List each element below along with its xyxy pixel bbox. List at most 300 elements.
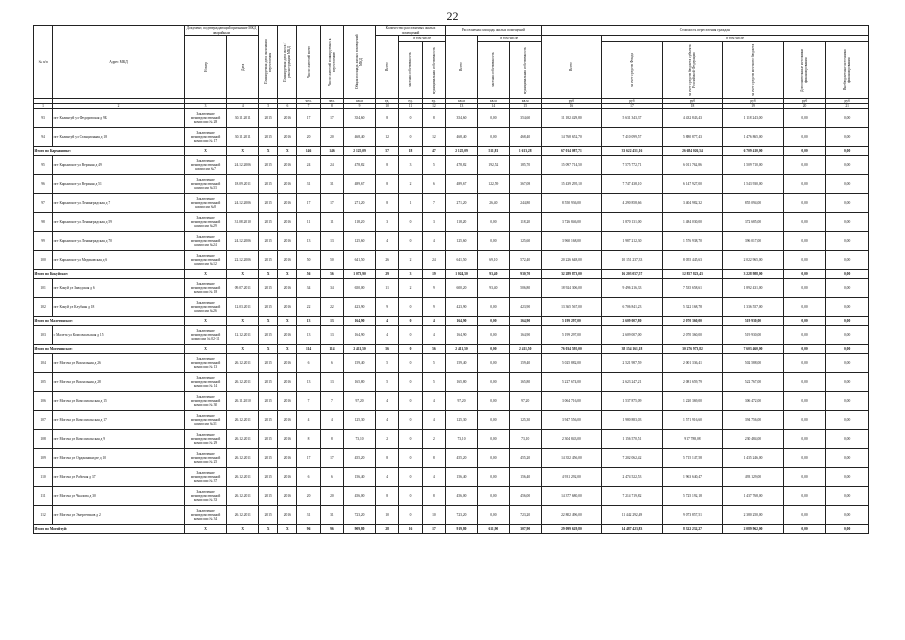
table-cell: 24.12.2006 bbox=[227, 232, 259, 251]
subtotal-cell: 56 bbox=[375, 345, 398, 354]
column-number: 8 bbox=[320, 104, 343, 109]
table-cell: 24.12.2006 bbox=[227, 194, 259, 213]
subtotal-cell: 0,00 bbox=[783, 345, 825, 354]
table-cell: 1 892 431,00 bbox=[723, 279, 784, 298]
table-cell: 9 073 857,51 bbox=[662, 506, 723, 525]
table-cell: 24 bbox=[422, 251, 445, 270]
table-cell: 8 bbox=[375, 175, 398, 194]
subtotal-cell: X bbox=[259, 147, 278, 156]
table-cell: 489,67 bbox=[344, 175, 376, 194]
subtotal-cell: 114 bbox=[297, 345, 320, 354]
table-cell: 0,00 bbox=[826, 411, 869, 430]
subtotal-cell: X bbox=[227, 270, 259, 279]
address-cell: пгт Могоча ул Орджоникидзе д 10 bbox=[53, 449, 185, 468]
column-number: 3 bbox=[184, 104, 226, 109]
table-cell: 723,20 bbox=[446, 506, 478, 525]
unit-cell: руб bbox=[723, 99, 784, 104]
table-cell: 11 bbox=[297, 213, 320, 232]
table-cell: 4 bbox=[422, 232, 445, 251]
table-cell: 3 bbox=[399, 156, 422, 175]
address-cell: пгт Могоча ул Вокзальная д 26 bbox=[53, 354, 185, 373]
subtotal-cell: 0,00 bbox=[783, 270, 825, 279]
table-cell: 0 bbox=[399, 411, 422, 430]
table-cell: 104 bbox=[34, 354, 53, 373]
table-cell: 0,00 bbox=[477, 506, 509, 525]
subtotal-cell: 909,80 bbox=[344, 525, 376, 534]
table-cell: 0,00 bbox=[826, 430, 869, 449]
table-cell: 0 bbox=[399, 487, 422, 506]
table-cell: 456,00 bbox=[446, 487, 478, 506]
table-cell: 11 442 292,49 bbox=[602, 506, 663, 525]
subtotal-cell: 19 bbox=[422, 270, 445, 279]
table-cell: 506,80 bbox=[509, 279, 541, 298]
table-cell: 2015 bbox=[259, 392, 278, 411]
table-row bbox=[34, 298, 869, 317]
table-cell: 97,20 bbox=[344, 392, 376, 411]
table-row bbox=[34, 251, 869, 270]
address-cell: пгт Могоча ул Комсомольская д 9 bbox=[53, 430, 185, 449]
table-cell: 0,00 bbox=[477, 128, 509, 147]
subtotal-cell: 0,00 bbox=[783, 317, 825, 326]
table-cell: 13 bbox=[320, 326, 343, 345]
table-cell: 0,00 bbox=[826, 279, 869, 298]
table-cell: 159,40 bbox=[344, 354, 376, 373]
table-cell: 2015 bbox=[259, 251, 278, 270]
table-cell: 8 bbox=[375, 109, 398, 128]
table-cell: 2015 bbox=[259, 506, 278, 525]
column-number: 14 bbox=[477, 104, 509, 109]
table-cell: 2 304 843,00 bbox=[541, 430, 602, 449]
table-cell: 1 980 883,03 bbox=[602, 411, 663, 430]
table-cell: 2016 bbox=[278, 326, 297, 345]
table-row bbox=[34, 175, 869, 194]
subtotal-cell: 29 bbox=[375, 270, 398, 279]
table-cell: 0,00 bbox=[783, 430, 825, 449]
table-cell: 4 bbox=[422, 411, 445, 430]
table-cell: 2015 bbox=[259, 354, 278, 373]
table-cell: 0,00 bbox=[783, 251, 825, 270]
table-cell: 2 081 659,79 bbox=[662, 373, 723, 392]
table-cell: 5 bbox=[375, 354, 398, 373]
header-area-total: Общая площадь жилых помещений МКД bbox=[355, 34, 364, 90]
table-cell: 6 bbox=[297, 468, 320, 487]
table-cell: 2 521 987,59 bbox=[602, 354, 663, 373]
table-cell: 2016 bbox=[278, 156, 297, 175]
header-local: за счет средств местного бюджета bbox=[750, 43, 755, 97]
subtotal-cell: 8 322 232,27 bbox=[662, 525, 723, 534]
table-cell: 0,00 bbox=[826, 354, 869, 373]
header-nonbudget: Внебюджетные источники финансирования bbox=[843, 49, 852, 91]
table-cell: 0,00 bbox=[477, 109, 509, 128]
table-cell: 12 bbox=[375, 128, 398, 147]
table-cell: 5 880 877,43 bbox=[662, 128, 723, 147]
header-area-sum: Всего bbox=[446, 36, 478, 99]
table-cell: Заключение межведомственной комиссии № 29 bbox=[184, 430, 226, 449]
table-cell: Заключение межведомственной комиссии № 13 bbox=[184, 354, 226, 373]
subtotal-cell: 13 bbox=[297, 317, 320, 326]
table-cell: 0,00 bbox=[477, 213, 509, 232]
subtotal-cell: 18 bbox=[399, 147, 422, 156]
table-cell: 5 025 882,00 bbox=[541, 354, 602, 373]
address-cell: с Малета ул Комсомольская д 15 bbox=[53, 326, 185, 345]
table-cell: 12.03.2011 bbox=[227, 298, 259, 317]
table-cell: 1 963 640,47 bbox=[662, 468, 723, 487]
table-cell: 0,00 bbox=[826, 449, 869, 468]
table-cell: 0,00 bbox=[477, 298, 509, 317]
table-cell: 2 bbox=[399, 175, 422, 194]
header-area-group: Расселяемая площадь жилых помещений bbox=[446, 26, 542, 36]
table-cell: 1 870 131,00 bbox=[602, 213, 663, 232]
table-cell: 17 bbox=[320, 109, 343, 128]
header-doc-date: Дата bbox=[227, 36, 259, 99]
subtotal-row bbox=[34, 270, 869, 279]
unit-cell: руб bbox=[826, 99, 869, 104]
subtotal-cell: X bbox=[227, 317, 259, 326]
table-cell: 3 bbox=[422, 213, 445, 232]
table-cell: 2015 bbox=[259, 487, 278, 506]
table-cell: 6 147 927,00 bbox=[662, 175, 723, 194]
subtotal-cell: 164,90 bbox=[344, 317, 376, 326]
table-cell: 93,40 bbox=[477, 279, 509, 298]
table-cell: 10 bbox=[422, 506, 445, 525]
table-cell: 26.11.2010 bbox=[227, 392, 259, 411]
table-cell: 103 bbox=[34, 326, 53, 345]
table-cell: 17 bbox=[320, 194, 343, 213]
table-cell: 6 bbox=[297, 354, 320, 373]
table-cell: 8 055 445,63 bbox=[662, 251, 723, 270]
table-cell: 5 bbox=[375, 373, 398, 392]
table-cell: 723,20 bbox=[344, 506, 376, 525]
subtotal-cell: 146 bbox=[297, 147, 320, 156]
table-row bbox=[34, 326, 869, 345]
table-cell: 73,10 bbox=[446, 430, 478, 449]
subtotal-cell: X bbox=[259, 270, 278, 279]
table-cell: 1 571 916,60 bbox=[662, 411, 723, 430]
table-cell: 31 bbox=[297, 175, 320, 194]
table-cell: 354,60 bbox=[344, 109, 376, 128]
subtotal-label: Итого по Кокуйское: bbox=[34, 270, 185, 279]
table-cell: 101 bbox=[34, 279, 53, 298]
table-cell: 4 bbox=[422, 468, 445, 487]
table-cell: 2016 bbox=[278, 251, 297, 270]
header-regional: за счет средств бюджета субъекта Российской Федерации bbox=[688, 44, 697, 96]
table-cell: 2015 bbox=[259, 326, 278, 345]
table-cell: 5 322 168,78 bbox=[662, 298, 723, 317]
table-cell: 9 496 216,33 bbox=[602, 279, 663, 298]
table-cell: 396 017,00 bbox=[723, 232, 784, 251]
table-row bbox=[34, 232, 869, 251]
table-cell: 271,20 bbox=[446, 194, 478, 213]
table-cell: 1 987 212,30 bbox=[602, 232, 663, 251]
table-cell: 489,67 bbox=[446, 175, 478, 194]
subtotal-cell: X bbox=[278, 345, 297, 354]
table-cell: 165,80 bbox=[509, 373, 541, 392]
table-cell: 641,50 bbox=[446, 251, 478, 270]
table-cell: 354,60 bbox=[446, 109, 478, 128]
table-cell: 0,00 bbox=[826, 298, 869, 317]
table-cell: 125,60 bbox=[344, 232, 376, 251]
table-cell: 5 bbox=[422, 156, 445, 175]
unit-cell: кв.м bbox=[477, 99, 509, 104]
table-cell: 31.08.2010 bbox=[227, 213, 259, 232]
table-cell: 0,00 bbox=[783, 354, 825, 373]
table-cell: 0,00 bbox=[826, 326, 869, 345]
table-cell: 1 437 768,00 bbox=[723, 487, 784, 506]
table-row bbox=[34, 109, 869, 128]
header-planned-relocation: Планируемая дата окончания переселения bbox=[264, 39, 273, 85]
address-cell: пгт Карымское ул Медиковская д 6 bbox=[53, 251, 185, 270]
table-cell: 14 377 680,00 bbox=[541, 487, 602, 506]
table-cell: 2015 bbox=[259, 232, 278, 251]
subtotal-cell: 0,00 bbox=[826, 345, 869, 354]
table-cell: 0,00 bbox=[826, 175, 869, 194]
table-cell: 4 bbox=[422, 326, 445, 345]
unit-cell: руб bbox=[783, 99, 825, 104]
table-cell: 26,40 bbox=[477, 194, 509, 213]
subtotal-cell: 0,00 bbox=[826, 317, 869, 326]
table-cell: 0 bbox=[399, 109, 422, 128]
table-cell: 9 bbox=[422, 298, 445, 317]
table-cell: 7 410 099,57 bbox=[602, 128, 663, 147]
subtotal-cell: 57 bbox=[375, 147, 398, 156]
table-cell: 723,20 bbox=[509, 506, 541, 525]
address-cell: пгт Могоча ул Комсомольская д 15 bbox=[53, 392, 185, 411]
unit-cell: кв.м bbox=[509, 99, 541, 104]
table-cell: 456,00 bbox=[344, 487, 376, 506]
table-cell: 522 767,00 bbox=[723, 373, 784, 392]
address-cell: пгт Карымское ул Верхняя д 49 bbox=[53, 156, 185, 175]
table-cell: 97,20 bbox=[446, 392, 478, 411]
table-cell: 13 365 567,00 bbox=[541, 298, 602, 317]
table-cell: 2015 bbox=[259, 373, 278, 392]
column-number: 18 bbox=[662, 104, 723, 109]
table-row bbox=[34, 279, 869, 298]
subtotal-cell: 33 622 451,16 bbox=[602, 147, 663, 156]
table-cell: 0 bbox=[399, 392, 422, 411]
subtotal-cell: 56 bbox=[297, 270, 320, 279]
table-cell: 2 623 247,21 bbox=[602, 373, 663, 392]
table-row bbox=[34, 128, 869, 147]
table-cell: 2016 bbox=[278, 487, 297, 506]
subtotal-cell: 2 070 360,00 bbox=[662, 317, 723, 326]
address-cell: пгт Могоча ул Энергетиков д 2 bbox=[53, 506, 185, 525]
table-cell: 2016 bbox=[278, 411, 297, 430]
table-row bbox=[34, 156, 869, 175]
table-cell: 367,08 bbox=[509, 175, 541, 194]
address-cell: пгт Кокуй ул Клубная д 18 bbox=[53, 298, 185, 317]
table-cell: 0,00 bbox=[826, 109, 869, 128]
table-cell: 455,20 bbox=[446, 449, 478, 468]
unit-cell: чел. bbox=[297, 99, 320, 104]
table-cell: 6 bbox=[422, 175, 445, 194]
subtotal-row bbox=[34, 147, 869, 156]
table-cell: 106 bbox=[34, 392, 53, 411]
table-cell: 423,90 bbox=[344, 298, 376, 317]
table-cell: 159,40 bbox=[509, 354, 541, 373]
table-cell: 2016 bbox=[278, 373, 297, 392]
subtotal-cell: 47 bbox=[422, 147, 445, 156]
subtotal-cell: 67 014 087,71 bbox=[541, 147, 602, 156]
subtotal-cell: X bbox=[259, 317, 278, 326]
table-cell: 0,00 bbox=[477, 411, 509, 430]
table-cell: 31 bbox=[320, 506, 343, 525]
table-cell: 112 bbox=[34, 506, 53, 525]
table-cell: 7 bbox=[297, 392, 320, 411]
table-cell: 0,00 bbox=[783, 373, 825, 392]
table-cell: 185,70 bbox=[509, 156, 541, 175]
header-residents-relocate: Число жителей планируемых к переселению bbox=[327, 38, 336, 86]
subtotal-cell: 96 bbox=[297, 525, 320, 534]
table-cell: 230 484,00 bbox=[723, 430, 784, 449]
table-cell: Заключение межведомственной комиссии № 37 bbox=[184, 468, 226, 487]
table-cell: 478,82 bbox=[446, 156, 478, 175]
table-cell: 30.11.2011 bbox=[227, 128, 259, 147]
table-cell: 5 227 674,00 bbox=[541, 373, 602, 392]
table-cell: 5 715 147,58 bbox=[662, 449, 723, 468]
table-cell: Заключение межведомственной комиссии №26 bbox=[184, 298, 226, 317]
table-cell: Заключение межведомственной комиссии №7 bbox=[184, 156, 226, 175]
table-cell: 0,00 bbox=[783, 279, 825, 298]
table-cell: 111 bbox=[34, 487, 53, 506]
table-cell: 9 bbox=[375, 298, 398, 317]
subtotal-cell: X bbox=[259, 345, 278, 354]
header-rooms-private: частная собственность bbox=[408, 52, 413, 88]
subtotal-cell: 2 411,50 bbox=[344, 345, 376, 354]
table-cell: 7 747 438,10 bbox=[602, 175, 663, 194]
table-cell: 15 439 295,10 bbox=[541, 175, 602, 194]
subtotal-cell: 30 276 973,82 bbox=[662, 345, 723, 354]
table-cell: 4 432 843,43 bbox=[662, 109, 723, 128]
table-cell: 24.12.2006 bbox=[227, 156, 259, 175]
table-cell: 2015 bbox=[259, 468, 278, 487]
header-residents-total: Число жителей всего bbox=[306, 45, 311, 79]
table-cell: 0,00 bbox=[783, 213, 825, 232]
table-cell: 69,10 bbox=[477, 251, 509, 270]
table-cell: 5 bbox=[422, 354, 445, 373]
table-cell: 11 bbox=[320, 213, 343, 232]
table-cell: 493 129,00 bbox=[723, 468, 784, 487]
subtotal-cell: 7 603 460,00 bbox=[723, 345, 784, 354]
table-cell: 244,80 bbox=[509, 194, 541, 213]
table-cell: 3 947 556,00 bbox=[541, 411, 602, 430]
table-cell: 0,00 bbox=[826, 232, 869, 251]
table-cell: 4 bbox=[320, 411, 343, 430]
table-cell: 5 199 297,00 bbox=[541, 326, 602, 345]
table-cell: 2 380 250,00 bbox=[723, 506, 784, 525]
table-cell: 0,00 bbox=[477, 430, 509, 449]
table-cell: 2016 bbox=[278, 468, 297, 487]
table-cell: 2 609 007,00 bbox=[602, 326, 663, 345]
subtotal-cell: 919,80 bbox=[446, 525, 478, 534]
column-number: 7 bbox=[297, 104, 320, 109]
table-cell: 31 bbox=[320, 175, 343, 194]
table-cell: Заключение межведомственной комиссии № 18 bbox=[184, 279, 226, 298]
table-cell: 2 001 336,41 bbox=[662, 354, 723, 373]
subtotal-cell: 12 857 823,43 bbox=[662, 270, 723, 279]
subtotal-cell: 2 125,09 bbox=[446, 147, 478, 156]
subtotal-cell: 930,70 bbox=[509, 270, 541, 279]
table-cell: 24 bbox=[320, 156, 343, 175]
subtotal-cell: 26 684 026,54 bbox=[662, 147, 723, 156]
table-cell: 8 bbox=[375, 487, 398, 506]
column-number: 4 bbox=[227, 104, 259, 109]
header-cost-including: в том числе bbox=[602, 36, 869, 42]
table-cell: 0,00 bbox=[826, 468, 869, 487]
table-cell: 1 537 875,09 bbox=[602, 392, 663, 411]
table-cell: 2016 bbox=[278, 128, 297, 147]
subtotal-label: Итого по Кармановке: bbox=[34, 147, 185, 156]
table-cell: 4 bbox=[422, 392, 445, 411]
subtotal-cell: 0,00 bbox=[826, 525, 869, 534]
table-row bbox=[34, 487, 869, 506]
unit-cell: ед. bbox=[399, 99, 422, 104]
table-cell: 354,60 bbox=[509, 109, 541, 128]
table-cell: 13 bbox=[297, 373, 320, 392]
table-row bbox=[34, 373, 869, 392]
table-cell: 4 290 858,66 bbox=[602, 194, 663, 213]
table-cell: 125,30 bbox=[446, 411, 478, 430]
column-number: 9 bbox=[344, 104, 376, 109]
subtotal-cell: 1 024,50 bbox=[446, 270, 478, 279]
header-num: № п/п bbox=[34, 26, 53, 99]
table-cell: 2015 bbox=[259, 109, 278, 128]
table-cell: 0,00 bbox=[826, 128, 869, 147]
table-cell: 456,00 bbox=[509, 487, 541, 506]
table-cell: 0 bbox=[399, 430, 422, 449]
subtotal-cell: 511,81 bbox=[477, 147, 509, 156]
subtotal-cell: X bbox=[278, 147, 297, 156]
table-cell: Заключение межведомственной комиссии №24 bbox=[184, 232, 226, 251]
address-cell: пгт Могоча ул Рабочая д 37 bbox=[53, 468, 185, 487]
column-number: 6 bbox=[278, 104, 297, 109]
table-row bbox=[34, 411, 869, 430]
table-cell: 93 bbox=[34, 109, 53, 128]
subtotal-cell: X bbox=[184, 270, 226, 279]
subtotal-cell: 2 411,50 bbox=[446, 345, 478, 354]
table-cell: 14 768 652,70 bbox=[541, 128, 602, 147]
table-cell: 0,00 bbox=[783, 156, 825, 175]
header-cost-group: Стоимость переселения граждан bbox=[541, 26, 868, 36]
table-cell: 2015 bbox=[259, 194, 278, 213]
table-cell: 0 bbox=[399, 373, 422, 392]
table-cell: 1 484 030,00 bbox=[662, 213, 723, 232]
table-cell: 98 bbox=[34, 213, 53, 232]
table-row bbox=[34, 468, 869, 487]
table-cell: 4 bbox=[375, 392, 398, 411]
column-number: 1 bbox=[34, 104, 53, 109]
table-cell: 6 706 841,23 bbox=[602, 298, 663, 317]
table-cell: 11 bbox=[375, 279, 398, 298]
table-cell: 0,00 bbox=[477, 373, 509, 392]
column-number: 11 bbox=[399, 104, 422, 109]
table-cell: 26.12.2011 bbox=[227, 487, 259, 506]
table-cell: 0,00 bbox=[783, 194, 825, 213]
table-cell: 26.12.2011 bbox=[227, 430, 259, 449]
address-cell: пгт Карымское ул Ленинградская д 7 bbox=[53, 194, 185, 213]
column-number: 17 bbox=[602, 104, 663, 109]
table-cell: 1 543 930,00 bbox=[723, 175, 784, 194]
table-cell: 13 bbox=[297, 326, 320, 345]
table-cell: Заключение межведомственной комиссии №33 bbox=[184, 175, 226, 194]
table-cell: 110 bbox=[34, 468, 53, 487]
column-number: 19 bbox=[723, 104, 784, 109]
table-row bbox=[34, 449, 869, 468]
table-row bbox=[34, 194, 869, 213]
table-cell: 7 575 772,71 bbox=[602, 156, 663, 175]
table-cell: 3 960 168,00 bbox=[541, 232, 602, 251]
subtotal-cell: 2 089 962,00 bbox=[723, 525, 784, 534]
table-cell: 24 bbox=[297, 156, 320, 175]
